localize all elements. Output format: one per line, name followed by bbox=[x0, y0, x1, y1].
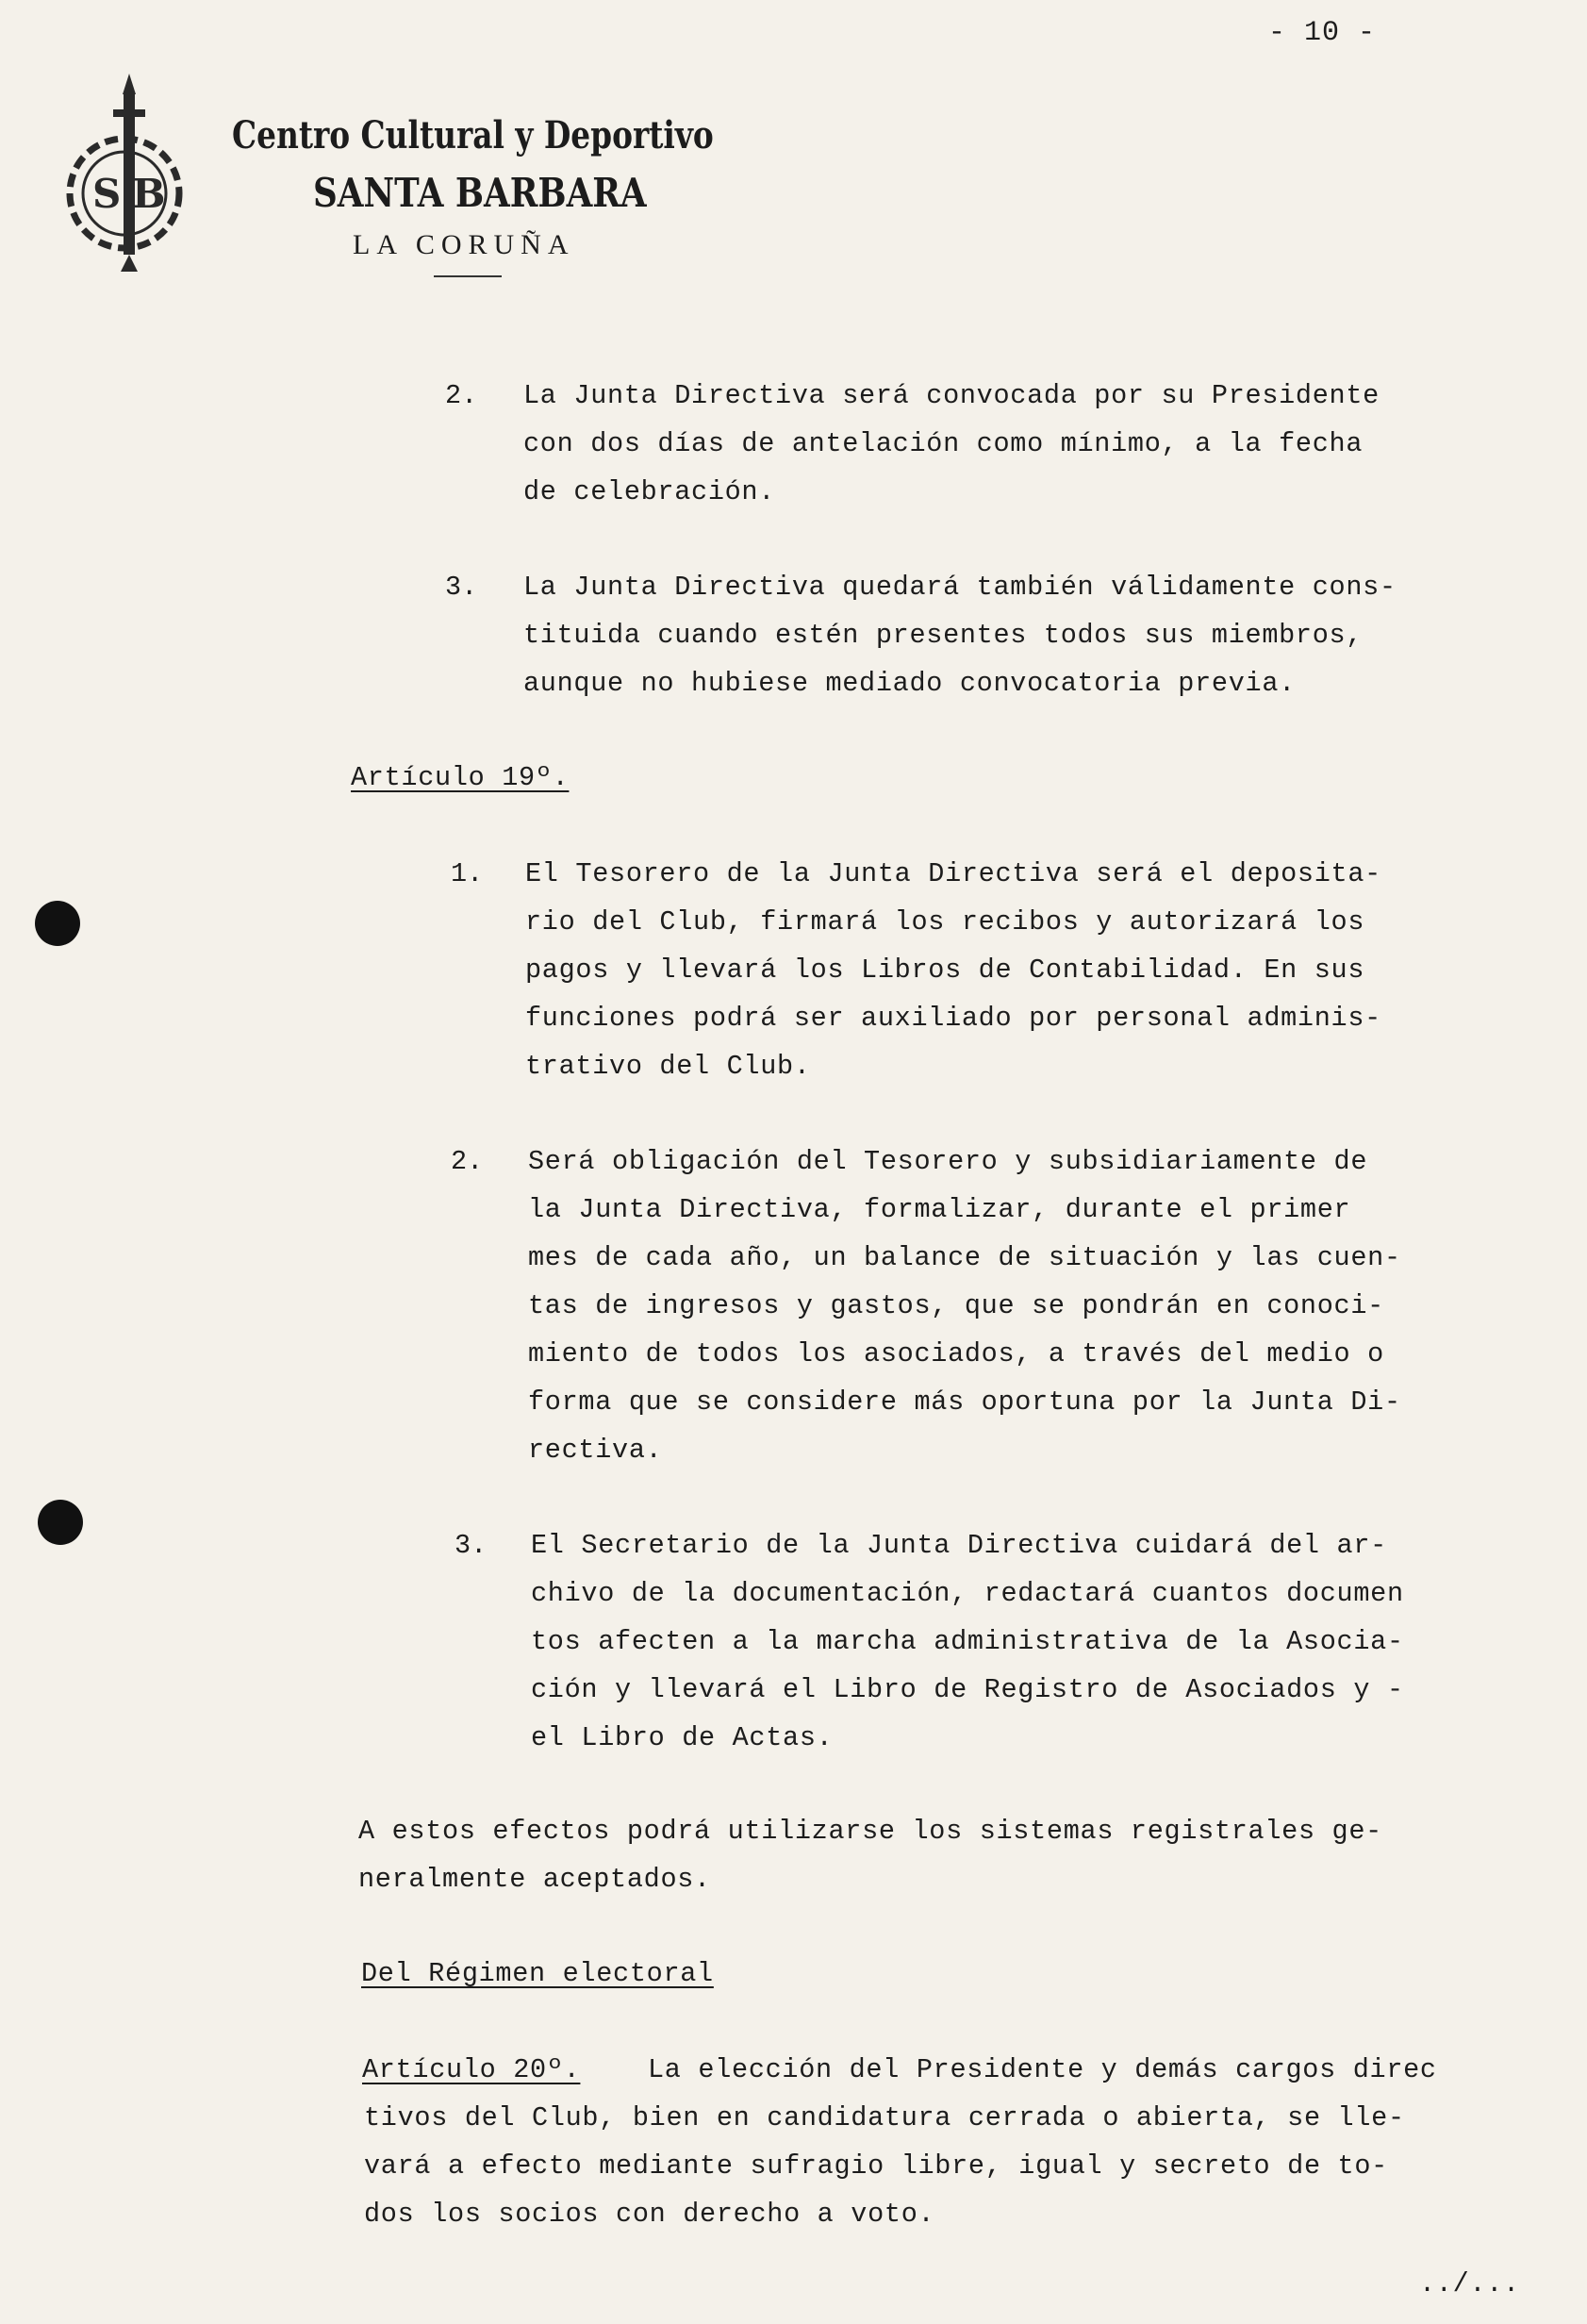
paragraph-line: tas de ingresos y gastos, que se pondrán en conoci- bbox=[528, 1290, 1384, 1321]
paragraph-line: con dos días de antelación como mínimo, a la fecha bbox=[523, 428, 1364, 459]
paragraph-line: mes de cada año, un balance de situación y las cuen- bbox=[528, 1242, 1401, 1273]
paragraph-line: pagos y llevará los Libros de Contabilidad. En sus bbox=[525, 954, 1365, 986]
header-divider bbox=[434, 275, 502, 277]
item-number: 2. bbox=[445, 380, 478, 411]
paragraph-line: tos afecten a la marcha administrativa de la Asocia- bbox=[531, 1626, 1404, 1657]
paragraph-line: rectiva. bbox=[528, 1435, 663, 1466]
article-heading: Artículo 20º. bbox=[362, 2054, 581, 2085]
paragraph-line: rio del Club, firmará los recibos y autorizará los bbox=[525, 906, 1365, 938]
paragraph-line: ción y llevará el Libro de Registro de Asociados y - bbox=[531, 1674, 1404, 1705]
paragraph-line: chivo de la documentación, redactará cuantos documen bbox=[531, 1578, 1404, 1609]
paragraph-line: A estos efectos podrá utilizarse los sistemas registrales ge- bbox=[358, 1816, 1382, 1847]
paragraph-line: de celebración. bbox=[523, 476, 776, 507]
paragraph-line: tituida cuando estén presentes todos sus miembros, bbox=[523, 620, 1364, 651]
item-number: 3. bbox=[455, 1530, 488, 1561]
paragraph-line: El Secretario de la Junta Directiva cuidará del ar- bbox=[531, 1530, 1387, 1561]
org-name: Centro Cultural y Deportivo bbox=[232, 113, 714, 158]
paragraph-line: La Junta Directiva será convocada por su Presidente bbox=[523, 380, 1380, 411]
svg-text:B: B bbox=[132, 171, 166, 217]
paragraph-line: vará a efecto mediante sufragio libre, igual y secreto de to- bbox=[364, 2150, 1388, 2182]
paragraph-line: forma que se considere más oportuna por la Junta Di- bbox=[528, 1386, 1401, 1418]
section-heading: Del Régimen electoral bbox=[361, 1958, 714, 1989]
punch-hole bbox=[35, 901, 80, 946]
continuation-mark: ../... bbox=[1419, 2268, 1520, 2299]
paragraph-line: trativo del Club. bbox=[525, 1051, 811, 1082]
paragraph-line: funciones podrá ser auxiliado por personal adminis- bbox=[525, 1003, 1381, 1034]
punch-hole bbox=[38, 1500, 83, 1545]
paragraph-line: miento de todos los asociados, a través del medio o bbox=[528, 1338, 1384, 1370]
paragraph-line: Será obligación del Tesorero y subsidiariamente de bbox=[528, 1146, 1368, 1177]
item-number: 1. bbox=[451, 858, 484, 889]
paragraph-line: el Libro de Actas. bbox=[531, 1722, 834, 1753]
paragraph-line: La elección del Presidente y demás cargos direc bbox=[648, 2054, 1437, 2085]
paragraph-line: la Junta Directiva, formalizar, durante el primer bbox=[528, 1194, 1351, 1225]
paragraph-line: aunque no hubiese mediado convocatoria previa. bbox=[523, 668, 1296, 699]
item-number: 3. bbox=[445, 572, 478, 603]
paragraph-line: tivos del Club, bien en candidatura cerrada o abierta, se lle- bbox=[364, 2102, 1405, 2133]
svg-text:S: S bbox=[92, 171, 122, 217]
page-number: - 10 - bbox=[1268, 17, 1377, 49]
paragraph-line: neralmente aceptados. bbox=[358, 1864, 711, 1895]
article-heading: Artículo 19º. bbox=[351, 762, 570, 793]
paragraph-line: dos los socios con derecho a voto. bbox=[364, 2199, 935, 2230]
club-emblem-icon bbox=[58, 66, 200, 283]
item-number: 2. bbox=[451, 1146, 484, 1177]
paragraph-line: La Junta Directiva quedará también válidamente cons- bbox=[523, 572, 1397, 603]
org-subtitle: SANTA BARBARA bbox=[313, 170, 647, 216]
paragraph-line: El Tesorero de la Junta Directiva será el deposita- bbox=[525, 858, 1381, 889]
org-city: LA CORUÑA bbox=[353, 229, 575, 260]
